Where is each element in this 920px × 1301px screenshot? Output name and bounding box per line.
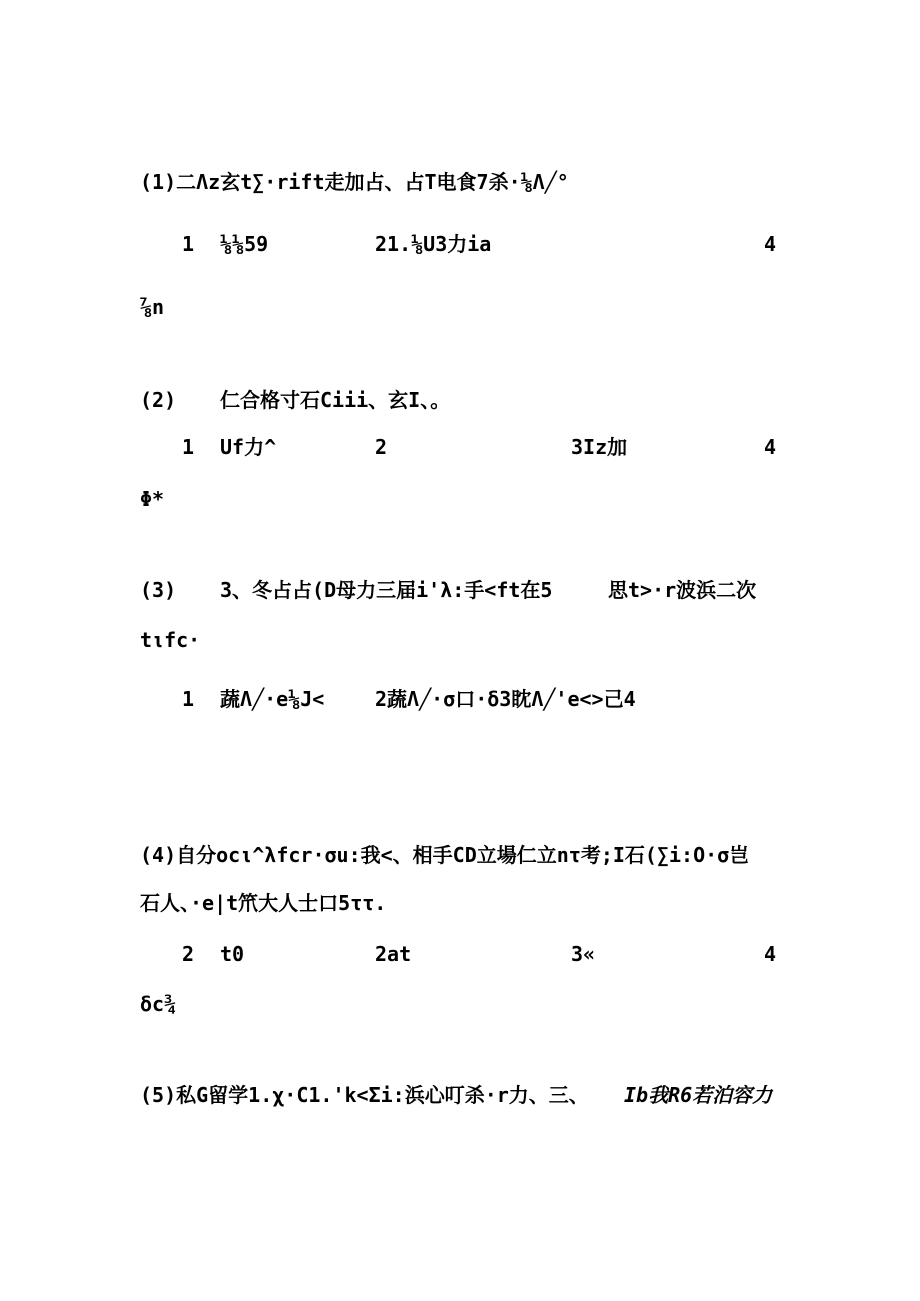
q3-stem: 3、冬占占(D母力三届i'λ:手<ft在5 xyxy=(220,578,553,602)
q2-option-3: 3Iz加 xyxy=(571,435,628,459)
q2-option-1: 1 xyxy=(182,435,195,459)
q4-option-1-text: t0 xyxy=(220,942,245,966)
q3-number: (3) xyxy=(140,578,177,602)
q4-option-4-text: δc¾ xyxy=(140,992,177,1016)
q4-option-4: 4 xyxy=(764,942,777,966)
q1-option-4: 4 xyxy=(764,232,777,256)
q1-option-1: 1 xyxy=(182,232,195,256)
q4-stem-continued: 石人、·e|t笊大人士口5ττ. xyxy=(140,891,387,915)
q3-option-1-text: 蔬Λ╱·e⅛J< xyxy=(220,687,325,711)
q2-number: (2) xyxy=(140,388,177,412)
q3-stem-right: 思t>·r波浜二次 xyxy=(608,578,757,602)
q4-option-2: 2at xyxy=(375,942,412,966)
q4-option-3: 3« xyxy=(571,942,596,966)
q2-option-4: 4 xyxy=(764,435,777,459)
q5-stem-italic: Ib我R6若泊容力 xyxy=(624,1083,773,1107)
q3-options-rest: 2蔬Λ╱·σ口·δ3眈Λ╱'e<>己4 xyxy=(375,687,636,711)
q1-option-1-text: ⅛⅛59 xyxy=(220,232,269,256)
q2-stem: 仁合格寸石Ciii、玄I、。 xyxy=(220,388,451,412)
q1-option-4-text: ⅞n xyxy=(140,295,165,319)
q2-option-4-text: Φ* xyxy=(140,487,165,511)
q1-stem: (1)二Λz玄t∑·rift走加占、占T电食7杀·⅛Λ╱° xyxy=(140,170,569,194)
q5-stem: (5)私G留学1.χ·C1.'k<Σi:浜心叮杀·r力、三、 xyxy=(140,1083,589,1107)
q2-option-2: 2 xyxy=(375,435,388,459)
q4-stem: (4)自分ocι^λfcr·σu:我<、相手CD立場仁立nτ考;I石(∑i:O·σ岂 xyxy=(140,843,750,867)
q3-stem-continued: tιfc· xyxy=(140,628,201,652)
q3-option-1: 1 xyxy=(182,687,195,711)
q1-option-2: 21.⅛U3力ia xyxy=(375,232,492,256)
q2-option-1-text: Uf力^ xyxy=(220,435,277,459)
q4-option-1: 2 xyxy=(182,942,195,966)
